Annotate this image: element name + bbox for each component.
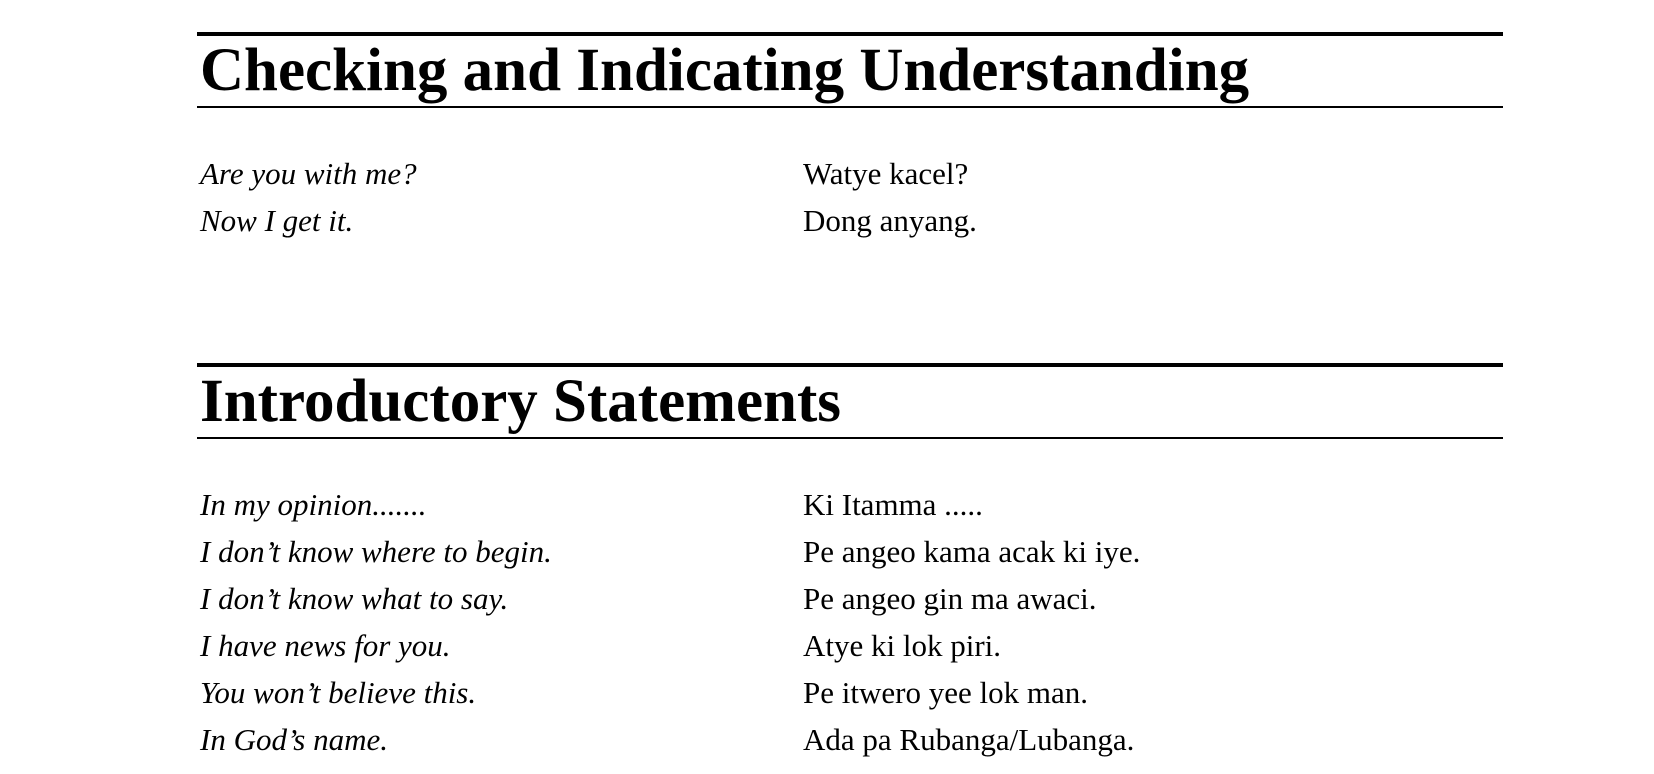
section-heading: Introductory Statements <box>200 368 842 435</box>
english-phrase: I don’t know where to begin. <box>200 534 552 569</box>
phrase-row <box>197 481 1503 528</box>
english-phrase: Now I get it. <box>200 203 354 238</box>
section-checking-understanding <box>197 32 1503 244</box>
acholi-translation: Pe angeo kama acak ki iye. <box>803 534 1141 569</box>
acholi-translation: Atye ki lok piri. <box>803 628 1002 663</box>
section-bottom-rule <box>197 106 1503 108</box>
phrase-row <box>197 197 1503 244</box>
phrase-row <box>197 575 1503 622</box>
phrase-row <box>197 669 1503 716</box>
english-phrase: In God’s name. <box>200 722 388 757</box>
phrase-row <box>197 528 1503 575</box>
acholi-translation: Dong anyang. <box>803 203 977 238</box>
acholi-translation: Ki Itamma ..... <box>803 487 983 522</box>
section-heading: Checking and Indicating Understanding <box>200 37 1250 104</box>
phrase-list <box>197 481 1503 763</box>
acholi-translation: Pe angeo gin ma awaci. <box>803 581 1097 616</box>
phrase-row <box>197 716 1503 763</box>
section-bottom-rule <box>197 437 1503 439</box>
section-introductory-statements <box>197 363 1503 763</box>
english-phrase: I have news for you. <box>200 628 451 663</box>
english-phrase: Are you with me? <box>200 156 417 191</box>
english-phrase: In my opinion....... <box>200 487 427 522</box>
acholi-translation: Pe itwero yee lok man. <box>803 675 1088 710</box>
phrase-row <box>197 622 1503 669</box>
english-phrase: I don’t know what to say. <box>200 581 509 616</box>
phrase-row <box>197 150 1503 197</box>
acholi-translation: Watye kacel? <box>803 156 969 191</box>
acholi-translation: Ada pa Rubanga/Lubanga. <box>803 722 1135 757</box>
english-phrase: You won’t believe this. <box>200 675 477 710</box>
phrase-list <box>197 150 1503 244</box>
